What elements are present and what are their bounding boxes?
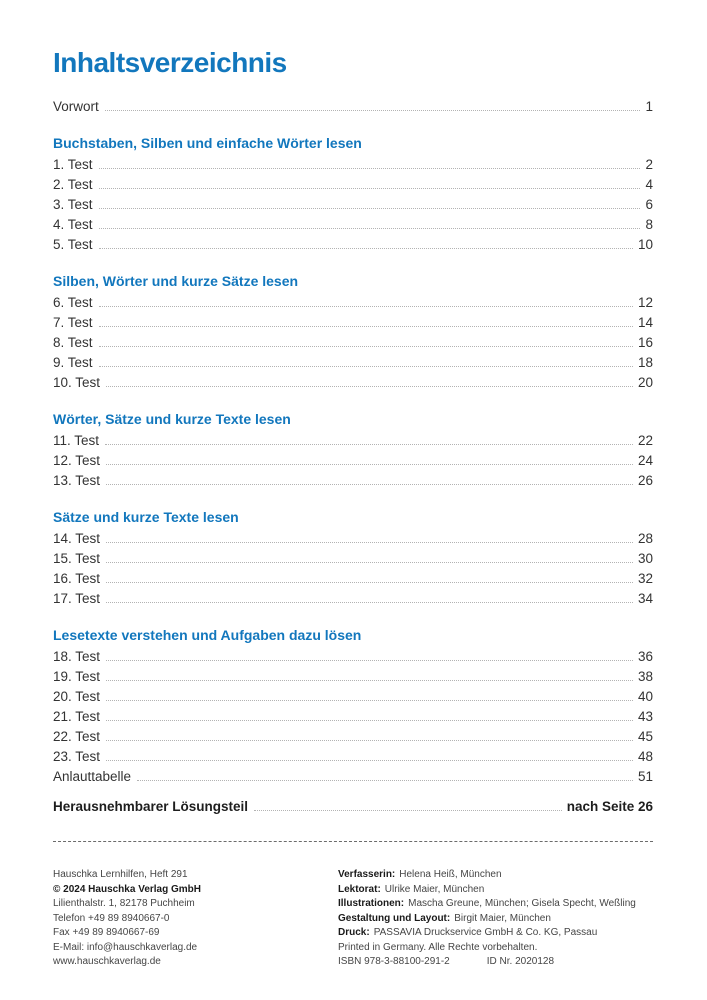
credit-label: Illustrationen: (338, 898, 405, 909)
dot-leader (106, 760, 633, 761)
credit-line (338, 912, 653, 927)
toc-page-number: 38 (637, 669, 653, 684)
toc-section-1 (53, 133, 653, 255)
toc-entry-label: 8. Test (53, 335, 93, 350)
dot-leader (99, 228, 641, 229)
toc-entry-label: 2. Test (53, 177, 93, 192)
dot-leader (99, 306, 633, 307)
toc-page-number: 26 (637, 473, 653, 488)
dot-leader (99, 346, 633, 347)
toc-entry-label: 1. Test (53, 157, 93, 172)
toc-entry (53, 353, 653, 373)
toc-entry-label: 14. Test (53, 531, 101, 546)
dot-leader (99, 248, 633, 249)
toc-entry-label: 19. Test (53, 669, 101, 684)
imprint-line: Hauschka Lernhilfen, Heft 291 (53, 869, 188, 880)
toc-entry (53, 529, 653, 549)
toc-entry (53, 431, 653, 451)
credit-text: Mascha Greune, München; Gisela Specht, Weßling (408, 898, 636, 909)
page-title: Inhaltsverzeichnis (53, 47, 287, 78)
toc-entry (53, 549, 653, 569)
section-heading: Wörter, Sätze und kurze Texte lesen (53, 411, 291, 427)
toc-preface-row (53, 97, 653, 117)
toc-entry (53, 195, 653, 215)
toc-entry (53, 313, 653, 333)
toc-entry (53, 747, 653, 767)
toc-page-number: 24 (637, 453, 653, 468)
toc-page-number: 14 (637, 315, 653, 330)
toc-page-number: 34 (637, 591, 653, 606)
dot-leader (106, 464, 633, 465)
dot-leader (106, 386, 633, 387)
toc-entry-label: 12. Test (53, 453, 101, 468)
toc-entry-label: 5. Test (53, 237, 93, 252)
credit-label: Verfasserin: (338, 869, 396, 880)
toc-page-number: 12 (637, 295, 653, 310)
dot-leader (137, 780, 633, 781)
toc-page-number: 6 (645, 197, 653, 212)
toc-page-number: 18 (637, 355, 653, 370)
toc-entry (53, 451, 653, 471)
toc-page-number: 2 (645, 157, 653, 172)
credit-text: Birgit Maier, München (454, 912, 551, 924)
toc-page-number: 16 (637, 335, 653, 350)
toc-entry-label: Vorwort (53, 99, 99, 114)
toc-page-number: nach Seite 26 (566, 799, 653, 814)
dot-leader (106, 740, 633, 741)
toc-section-5 (53, 625, 653, 787)
dot-leader (99, 188, 641, 189)
dot-leader (106, 484, 633, 485)
credit-text: Helena Heiß, München (399, 869, 502, 880)
credit-line (338, 868, 653, 883)
toc-entry-label: 20. Test (53, 689, 101, 704)
toc-entry-label: 11. Test (53, 433, 100, 448)
toc-entry-label: 23. Test (53, 749, 101, 764)
toc-entry (53, 333, 653, 353)
toc-entry (53, 667, 653, 687)
dot-leader (106, 562, 633, 563)
imprint-publisher-column (53, 868, 338, 970)
toc-section-2 (53, 271, 653, 393)
section-heading: Buchstaben, Silben und einfache Wörter lesen (53, 135, 362, 151)
credit-label: Gestaltung und Layout: (338, 912, 451, 924)
toc-entry (53, 767, 653, 787)
footer-divider (53, 841, 653, 842)
toc-entry-label: 10. Test (53, 375, 101, 390)
dot-leader (99, 208, 641, 209)
toc-page-number: 8 (645, 217, 653, 232)
dot-leader (106, 602, 633, 603)
dot-leader (106, 542, 633, 543)
dot-leader (99, 326, 633, 327)
toc-entry (53, 647, 653, 667)
toc-page-number: 45 (637, 729, 653, 744)
dot-leader (105, 110, 641, 111)
printed-in-germany-line: Printed in Germany. Alle Rechte vorbehalten. (338, 941, 538, 953)
credit-line (338, 883, 653, 898)
toc-page-number: 43 (637, 709, 653, 724)
credit-text: Ulrike Maier, München (384, 883, 485, 895)
dot-leader (99, 168, 641, 169)
toc-entry (53, 707, 653, 727)
toc-entry-label: 18. Test (53, 649, 101, 664)
imprint-copyright: © 2024 Hauschka Verlag GmbH (53, 883, 201, 895)
toc-entry (53, 471, 653, 491)
toc-entry (53, 373, 653, 393)
dot-leader (106, 720, 633, 721)
credit-label: Lektorat: (338, 883, 381, 895)
credit-label: Druck: (338, 927, 370, 938)
toc-entry-label: 22. Test (53, 729, 101, 744)
toc-page-number: 1 (645, 99, 653, 114)
imprint-fax: Fax +49 89 8940667-69 (53, 927, 160, 938)
toc-removable-row (53, 797, 653, 817)
toc-entry-label: 3. Test (53, 197, 93, 212)
toc-entry (53, 175, 653, 195)
section-heading: Sätze und kurze Texte lesen (53, 509, 239, 525)
toc-page-number: 36 (637, 649, 653, 664)
toc-entry-label: 15. Test (53, 551, 101, 566)
credit-text: PASSAVIA Druckservice GmbH & Co. KG, Passau (373, 927, 598, 938)
toc-entry-label: 9. Test (53, 355, 93, 370)
toc-entry-label: 7. Test (53, 315, 93, 330)
toc-entry (53, 589, 653, 609)
imprint-website: www.hauschkaverlag.de (53, 956, 161, 967)
dot-leader (106, 582, 633, 583)
page-content (53, 0, 653, 970)
isbn-line (338, 955, 653, 970)
dot-leader (254, 810, 562, 811)
dot-leader (106, 700, 633, 701)
toc-page-number: 10 (637, 237, 653, 252)
toc-entry-label: Anlauttabelle (53, 769, 132, 784)
credit-line (338, 897, 653, 912)
toc-entry-label: 6. Test (53, 295, 93, 310)
toc-entry-label: 17. Test (53, 591, 101, 606)
toc-entry (53, 155, 653, 175)
toc-page-number: 40 (637, 689, 653, 704)
toc-page-number: 32 (637, 571, 653, 586)
toc-page-number: 4 (645, 177, 653, 192)
section-heading: Lesetexte verstehen und Aufgaben dazu lösen (53, 627, 362, 643)
toc-entry-label: 13. Test (53, 473, 101, 488)
toc-entry (53, 215, 653, 235)
credit-line (338, 926, 653, 941)
toc-entry (53, 727, 653, 747)
toc-entry-label: Herausnehmbarer Lösungsteil (53, 799, 249, 814)
toc-entry-label: 4. Test (53, 217, 93, 232)
toc-entry (53, 293, 653, 313)
toc-page-number: 48 (637, 749, 653, 764)
toc-page-number: 22 (637, 433, 653, 448)
imprint-credits-column (338, 868, 653, 970)
dot-leader (106, 660, 633, 661)
toc-entry (53, 569, 653, 589)
toc-entry-label: 21. Test (53, 709, 101, 724)
imprint-phone: Telefon +49 89 8940667-0 (53, 912, 170, 924)
imprint-footer (53, 868, 653, 970)
isbn-number: ISBN 978-3-88100-291-2 (338, 956, 450, 967)
toc-section-3 (53, 409, 653, 491)
toc-entry (53, 235, 653, 255)
toc-page-number: 20 (637, 375, 653, 390)
id-number: ID Nr. 2020128 (486, 956, 555, 967)
dot-leader (105, 444, 633, 445)
toc-entry-label: 16. Test (53, 571, 101, 586)
toc-page-number: 51 (637, 769, 653, 784)
imprint-email: E-Mail: info@hauschkaverlag.de (53, 941, 198, 953)
toc-page-number: 30 (637, 551, 653, 566)
dot-leader (99, 366, 633, 367)
dot-leader (106, 680, 633, 681)
toc-entry (53, 687, 653, 707)
toc-page-number: 28 (637, 531, 653, 546)
section-heading: Silben, Wörter und kurze Sätze lesen (53, 273, 299, 289)
toc-section-4 (53, 507, 653, 609)
imprint-address: Lilienthalstr. 1, 82178 Puchheim (53, 898, 195, 909)
